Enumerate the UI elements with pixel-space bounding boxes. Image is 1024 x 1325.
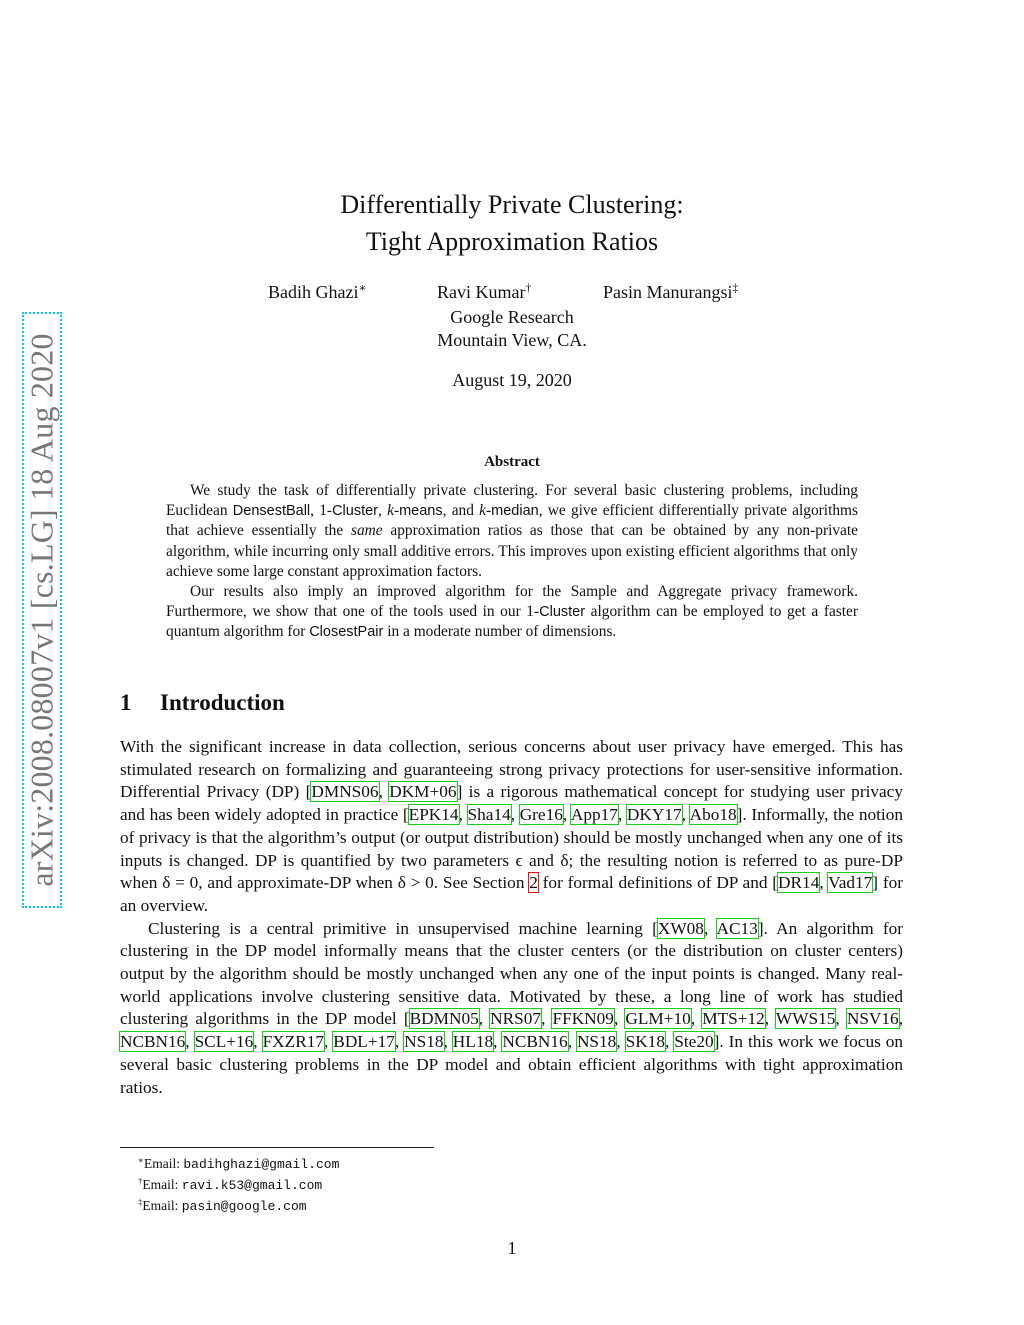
citation-link[interactable]: NCBN16 [502,1032,568,1052]
author-2-footnote-mark[interactable]: † [525,281,532,295]
citation-link[interactable]: NS18 [404,1032,444,1052]
citation-list: BDMN05, NRS07, FFKN09, GLM+10, MTS+12, WWS15, NSV16, NCBN16, SCL+16, FXZR17, BDL+17, NS18, HL18, NCBN16, NS18, SK18, Ste20 [120,1009,904,1052]
intro-paragraph-1: With the significant increase in data collection, serious concerns about user privacy have emerged. This has stimulated research on formalizing and guaranteeing strong privacy protections for user-sensitive information. Differential Privacy (DP) [DMNS06, DKM+06] is a rigorous mathematical concept for studying user privacy and has been widely adopted in practice [EPK14, Sha14, Gre16, App17, DKY17, Abo18]. Informally, the notion of privacy is that the algorithm’s output (or output distribution) should be mostly unchanged when any one of its inputs is changed. DP is quantified by two parameters ϵ and δ; the resulting notion is referred to as pure-DP when δ = 0, and approximate-DP when δ > 0. See Section 2 for formal definitions of DP and [DR14, Vad17] for an overview. [120,737,903,915]
citation-link[interactable]: DR14 [778,873,820,893]
citation-link[interactable]: App17 [570,805,618,825]
section-heading [120,690,285,716]
author-2: Ravi Kumar† [437,281,532,302]
citation-link[interactable]: FXZR17 [262,1032,325,1052]
citation-link[interactable]: GLM+10 [625,1009,691,1029]
affiliation [0,306,1024,352]
citation-link[interactable]: HL18 [452,1032,494,1052]
citation-link[interactable]: NSV16 [846,1009,899,1029]
citation-link[interactable]: Ste20 [674,1032,714,1052]
citation-link[interactable]: NRS07 [490,1009,542,1029]
citation-link[interactable]: FFKN09 [552,1009,614,1029]
footnote-2: †Email: ravi.k53@gmail.com [138,1176,323,1193]
citation-link[interactable]: NCBN16 [120,1032,186,1052]
affiliation-line-1: Google Research [450,307,574,327]
paper-title [0,186,1024,260]
citation-link[interactable]: BDMN05 [409,1009,479,1029]
citation-link[interactable]: MTS+12 [702,1009,765,1029]
affiliation-line-2: Mountain View, CA. [437,330,587,350]
citation-link[interactable]: DKM+06 [389,782,457,802]
footnotes [138,1154,339,1217]
footnote-rule [120,1147,434,1148]
section-title: Introduction [160,690,285,715]
author-1: Badih Ghazi∗ [268,281,367,302]
author-3: Pasin Manurangsi‡ [603,281,739,302]
section-number: 1 [120,690,132,715]
citation-link[interactable]: BDL+17 [333,1032,395,1052]
author-list [0,282,1024,306]
author-3-footnote-mark[interactable]: ‡ [732,281,739,295]
citation-link[interactable]: NS18 [576,1032,617,1052]
arxiv-stamp[interactable] [22,312,62,908]
citation-link[interactable]: Sha14 [467,805,511,825]
intro-paragraph-2: Clustering is a central primitive in unsupervised machine learning [XW08, AC13]. An algorithm for clustering in the DP model informally means that the cluster centers (or the distribution on cluster centers) output by the algorithm should be mostly unchanged when any one of the input points is changed. Many real-world applications involve clustering sensitive data. Motivated by these, a long line of work has studied clustering algorithms in the DP model [BDMN05, NRS07, FFKN09, GLM+10, MTS+12, WWS15, NSV16, NCBN16, SCL+16, FXZR17, BDL+17, NS18, HL18, NCBN16, NS18, SK18, Ste20]. In this work we focus on several basic clustering problems in the DP model and obtain efficient algorithms with tight approximation ratios. [120,918,904,1097]
footnote-1: ∗Email: badihghazi@gmail.com [138,1155,340,1172]
page-number: 1 [507,1238,517,1258]
citation-link[interactable]: XW08 [657,918,704,938]
abstract-paragraph-2: Our results also imply an improved algorithm for the Sample and Aggregate privacy framework. Furthermore, we show that one of the tools used in our 1-Cluster algorithm can be employed to get a faster quantum algorithm for ClosestPair in a moderate number of dimensions. [166,583,859,641]
introduction-body [120,736,903,1099]
author-1-footnote-mark[interactable]: ∗ [358,281,367,295]
arxiv-id: arXiv:2008.08007v1 [cs.LG] 18 Aug 2020 [23,333,60,887]
title-line-2: Tight Approximation Ratios [365,227,659,256]
citation-link[interactable]: WWS15 [775,1009,836,1029]
footnote-3: ‡Email: pasin@google.com [138,1197,307,1214]
citation-link[interactable]: SK18 [625,1032,665,1052]
abstract-body [166,481,858,643]
citation-link[interactable]: SCL+16 [194,1032,254,1052]
citation-link[interactable]: DKY17 [626,805,682,825]
email-link[interactable]: ravi.k53@gmail.com [181,1178,323,1193]
email-link[interactable]: pasin@google.com [181,1199,307,1214]
citation-link[interactable]: AC13 [716,918,758,938]
section-reference-link[interactable]: 2 [529,873,538,893]
citation-link[interactable]: Vad17 [828,873,873,893]
paper-date: August 19, 2020 [452,370,572,390]
email-link[interactable]: badihghazi@gmail.com [183,1157,340,1172]
citation-link[interactable]: Gre16 [519,805,563,825]
citation-link[interactable]: DMNS06 [311,782,379,802]
citation-link[interactable]: Abo18 [689,805,737,825]
title-line-1: Differentially Private Clustering: [340,190,684,219]
citation-link[interactable]: EPK14 [408,805,459,825]
abstract-paragraph-1: We study the task of differentially private clustering. For several basic clustering problems, including Euclidean DensestBall, 1-Cluster, k-means, and k-median, we give efficient differentially private algorithms that achieve essentially the same approximation ratios as those that can be obtained by any non-private algorithm, while incurring only small additive errors. This improves upon existing efficient algorithms that only achieve some large constant approximation factors. [166,482,859,580]
abstract-heading: Abstract [484,454,540,470]
